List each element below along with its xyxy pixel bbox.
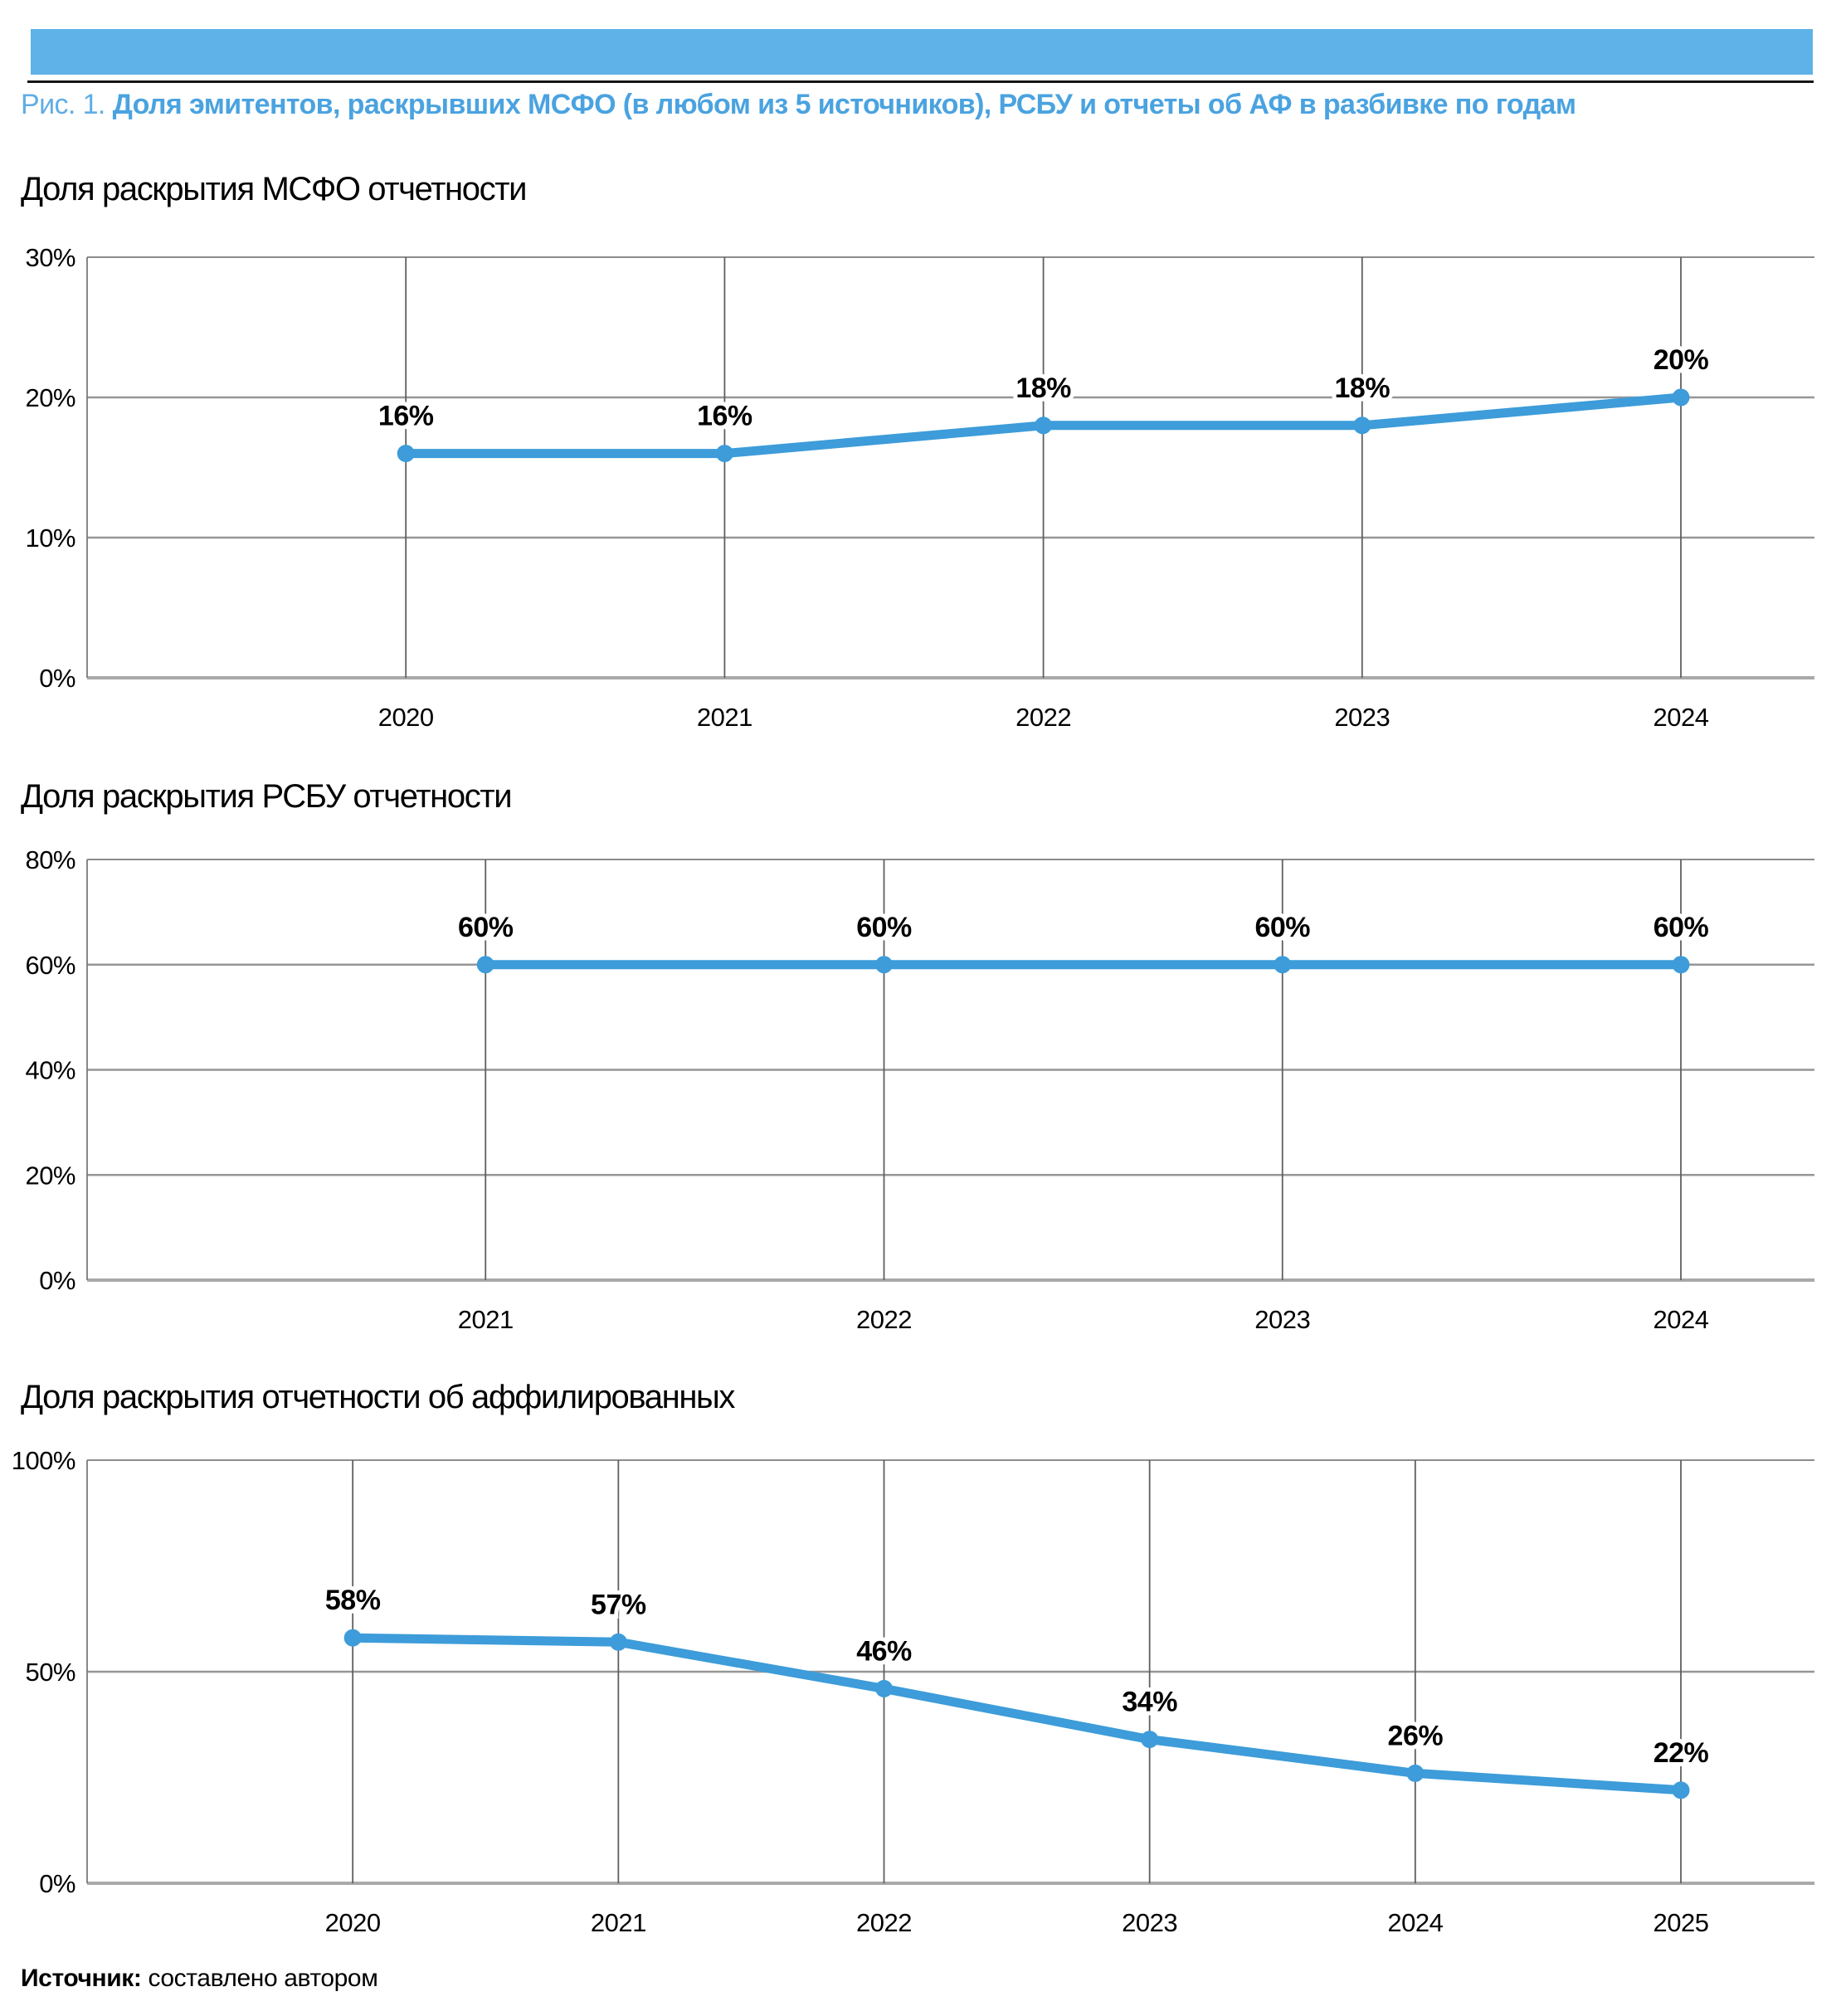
x-tick-label: 2021	[457, 1305, 514, 1334]
data-point	[875, 956, 893, 973]
chart-title-affiliated: Доля раскрытия отчетности об аффилированных	[21, 1379, 734, 1415]
data-label: 34%	[1122, 1686, 1177, 1718]
data-point	[610, 1634, 627, 1651]
y-tick-label: 50%	[25, 1658, 75, 1687]
data-label: 18%	[1015, 372, 1071, 404]
data-label: 46%	[856, 1635, 912, 1668]
data-point	[1673, 389, 1690, 407]
y-tick-label: 100%	[11, 1446, 75, 1475]
y-tick-label: 40%	[25, 1055, 75, 1085]
x-tick-label: 2023	[1122, 1908, 1178, 1937]
data-label: 16%	[697, 400, 752, 432]
chart-title-msfo: Доля раскрытия МСФО отчетности	[21, 171, 527, 207]
x-tick-label: 2022	[856, 1305, 912, 1334]
x-tick-label: 2024	[1653, 1305, 1709, 1334]
data-label: 60%	[457, 911, 514, 943]
y-tick-label: 0%	[39, 1869, 75, 1898]
x-tick-label: 2021	[696, 703, 752, 732]
data-point	[477, 956, 494, 973]
y-tick-label: 20%	[25, 1161, 75, 1191]
data-point	[397, 445, 415, 462]
x-tick-label: 2022	[1015, 703, 1072, 732]
data-point	[1035, 416, 1052, 434]
source-text: составлено автором	[148, 1965, 378, 1992]
x-tick-label: 2025	[1653, 1908, 1709, 1937]
data-label: 58%	[324, 1585, 381, 1617]
data-label: 60%	[856, 911, 912, 943]
data-point	[1406, 1765, 1424, 1782]
data-point	[1274, 956, 1291, 973]
x-tick-label: 2024	[1653, 703, 1709, 732]
data-label: 16%	[377, 400, 434, 432]
data-point	[1673, 1781, 1690, 1799]
x-tick-label: 2024	[1387, 1908, 1444, 1937]
data-point	[875, 1680, 893, 1697]
figure-caption-title: Доля эмитентов, раскрывших МСФО (в любом из 5 источников), РСБУ и отчеты об АФ в разбивке по годам	[112, 89, 1576, 120]
x-tick-label: 2021	[590, 1908, 646, 1937]
data-point	[1353, 416, 1371, 434]
y-tick-label: 0%	[39, 664, 75, 693]
series-line	[353, 1638, 1681, 1790]
x-tick-label: 2023	[1254, 1305, 1311, 1334]
x-tick-label: 2020	[324, 1908, 381, 1937]
data-point	[716, 445, 733, 462]
y-tick-label: 20%	[25, 383, 75, 412]
source-label: Источник:	[21, 1965, 142, 1992]
y-tick-label: 10%	[25, 523, 75, 553]
x-tick-label: 2022	[856, 1908, 912, 1937]
x-tick-label: 2023	[1334, 703, 1390, 732]
data-label: 22%	[1653, 1736, 1709, 1769]
figure-number: Рис. 1.	[21, 89, 105, 120]
data-point	[1141, 1731, 1158, 1748]
data-point	[344, 1629, 362, 1647]
data-label: 18%	[1334, 372, 1390, 404]
data-label: 26%	[1387, 1720, 1444, 1752]
data-label: 60%	[1254, 911, 1311, 943]
data-point	[1673, 956, 1690, 973]
data-label: 57%	[591, 1589, 646, 1621]
y-tick-label: 80%	[25, 845, 75, 874]
data-label: 60%	[1653, 911, 1709, 943]
x-tick-label: 2020	[377, 703, 434, 732]
y-tick-label: 60%	[25, 950, 75, 980]
data-label: 20%	[1653, 344, 1709, 376]
chart-title-rsbu: Доля раскрытия РСБУ отчетности	[21, 778, 512, 815]
y-tick-label: 0%	[39, 1266, 75, 1295]
source-note	[21, 1965, 377, 1993]
y-tick-label: 30%	[25, 243, 75, 272]
